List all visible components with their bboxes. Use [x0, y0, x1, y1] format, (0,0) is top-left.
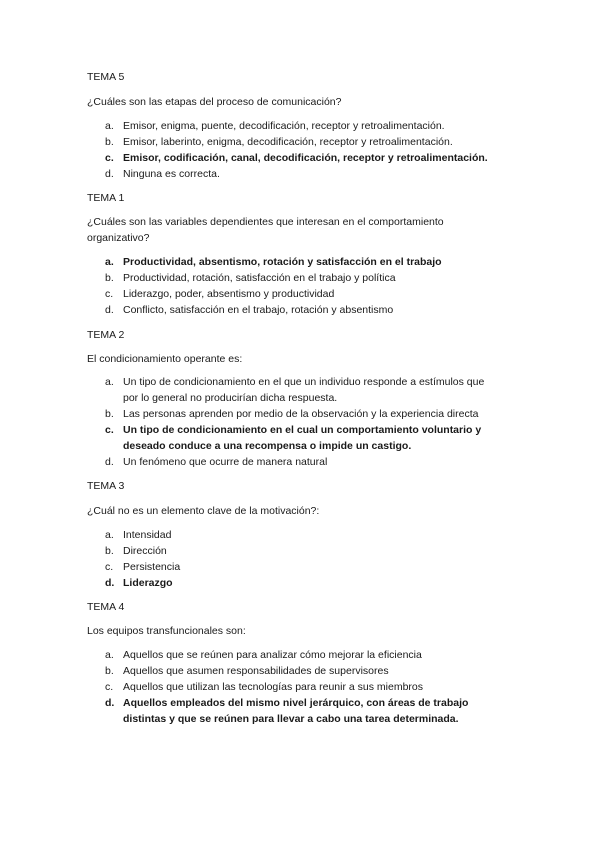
option-d [105, 166, 493, 182]
option-d-correct [105, 575, 493, 591]
option-c [105, 286, 493, 302]
option-marker: c. [105, 561, 114, 573]
option-d-correct [105, 695, 493, 727]
option-text: Aquellos empleados del mismo nivel jerárquico, con áreas de trabajo distintas y que se reúnen para llevar a cabo una tarea determinada. [123, 697, 469, 725]
option-b [105, 406, 493, 422]
section-heading: TEMA 1 [87, 192, 125, 204]
option-text: Aquellos que se reúnen para analizar cómo mejorar la eficiencia [123, 649, 422, 661]
section-heading: TEMA 4 [87, 601, 125, 613]
option-marker: a. [105, 649, 114, 661]
option-text: Liderazgo, poder, absentismo y productividad [123, 288, 335, 300]
option-marker: d. [105, 304, 114, 316]
option-marker: c. [105, 681, 114, 693]
option-marker: d. [105, 697, 115, 709]
section-heading: TEMA 5 [87, 71, 125, 83]
option-text: Un tipo de condicionamiento en el cual un comportamiento voluntario y deseado conduce a una recompensa o impide un castigo. [123, 424, 482, 452]
option-text: Dirección [123, 545, 167, 557]
option-marker: b. [105, 408, 114, 420]
option-text: Productividad, rotación, satisfacción en el trabajo y política [123, 272, 396, 284]
section-heading: TEMA 2 [87, 329, 125, 341]
option-text: Ninguna es correcta. [123, 168, 220, 180]
section-tema-3 [87, 479, 527, 589]
option-marker: a. [105, 376, 114, 388]
option-marker: a. [105, 120, 114, 132]
section-tema-2 [87, 328, 527, 468]
option-marker: b. [105, 136, 114, 148]
options-list [105, 374, 493, 470]
option-marker: b. [105, 272, 114, 284]
option-marker: b. [105, 665, 114, 677]
option-c-correct [105, 422, 493, 454]
section-tema-1 [87, 191, 527, 316]
option-d [105, 454, 493, 470]
option-a [105, 374, 493, 406]
option-d [105, 302, 493, 318]
option-text: Aquellos que utilizan las tecnologías para reunir a sus miembros [123, 681, 423, 693]
option-marker: c. [105, 152, 114, 164]
options-list [105, 527, 493, 591]
option-text: Las personas aprenden por medio de la observación y la experiencia directa [123, 408, 479, 420]
question-text: ¿Cuáles son las etapas del proceso de comunicación? [87, 96, 342, 108]
options-list [105, 254, 493, 318]
option-marker: a. [105, 529, 114, 541]
option-text: Emisor, codificación, canal, decodificación, receptor y retroalimentación. [123, 152, 488, 164]
option-marker: d. [105, 577, 115, 589]
option-text: Conflicto, satisfacción en el trabajo, rotación y absentismo [123, 304, 394, 316]
option-text: Aquellos que asumen responsabilidades de supervisores [123, 665, 389, 677]
question-text: ¿Cuáles son las variables dependientes que interesan en el comportamiento organizativo? [87, 216, 444, 244]
option-a [105, 647, 493, 663]
option-text: Persistencia [123, 561, 181, 573]
section-tema-5 [87, 70, 527, 180]
option-text: Emisor, laberinto, enigma, decodificación, receptor y retroalimentación. [123, 136, 453, 148]
option-text: Intensidad [123, 529, 172, 541]
option-b [105, 543, 493, 559]
option-c [105, 679, 493, 695]
question-text: Los equipos transfuncionales son: [87, 625, 246, 637]
options-list [105, 647, 493, 727]
option-b [105, 134, 493, 150]
option-marker: b. [105, 545, 114, 557]
option-text: Productividad, absentismo, rotación y satisfacción en el trabajo [123, 256, 442, 268]
question-text: ¿Cuál no es un elemento clave de la motivación?: [87, 505, 320, 517]
option-text: Un fenómeno que ocurre de manera natural [123, 456, 328, 468]
question-text: El condicionamiento operante es: [87, 353, 243, 365]
option-a-correct [105, 254, 493, 270]
option-text: Emisor, enigma, puente, decodificación, receptor y retroalimentación. [123, 120, 445, 132]
options-list [105, 118, 493, 182]
option-marker: a. [105, 256, 114, 268]
option-a [105, 527, 493, 543]
option-text: Un tipo de condicionamiento en el que un individuo responde a estímulos que por lo general no producirían dicha respuesta. [123, 376, 485, 404]
option-c-correct [105, 150, 493, 166]
section-tema-4 [87, 600, 527, 725]
option-marker: d. [105, 168, 114, 180]
option-marker: d. [105, 456, 114, 468]
option-a [105, 118, 493, 134]
option-marker: c. [105, 424, 114, 436]
option-c [105, 559, 493, 575]
option-text: Liderazgo [123, 577, 173, 589]
option-b [105, 270, 493, 286]
option-marker: c. [105, 288, 114, 300]
option-b [105, 663, 493, 679]
section-heading: TEMA 3 [87, 480, 125, 492]
